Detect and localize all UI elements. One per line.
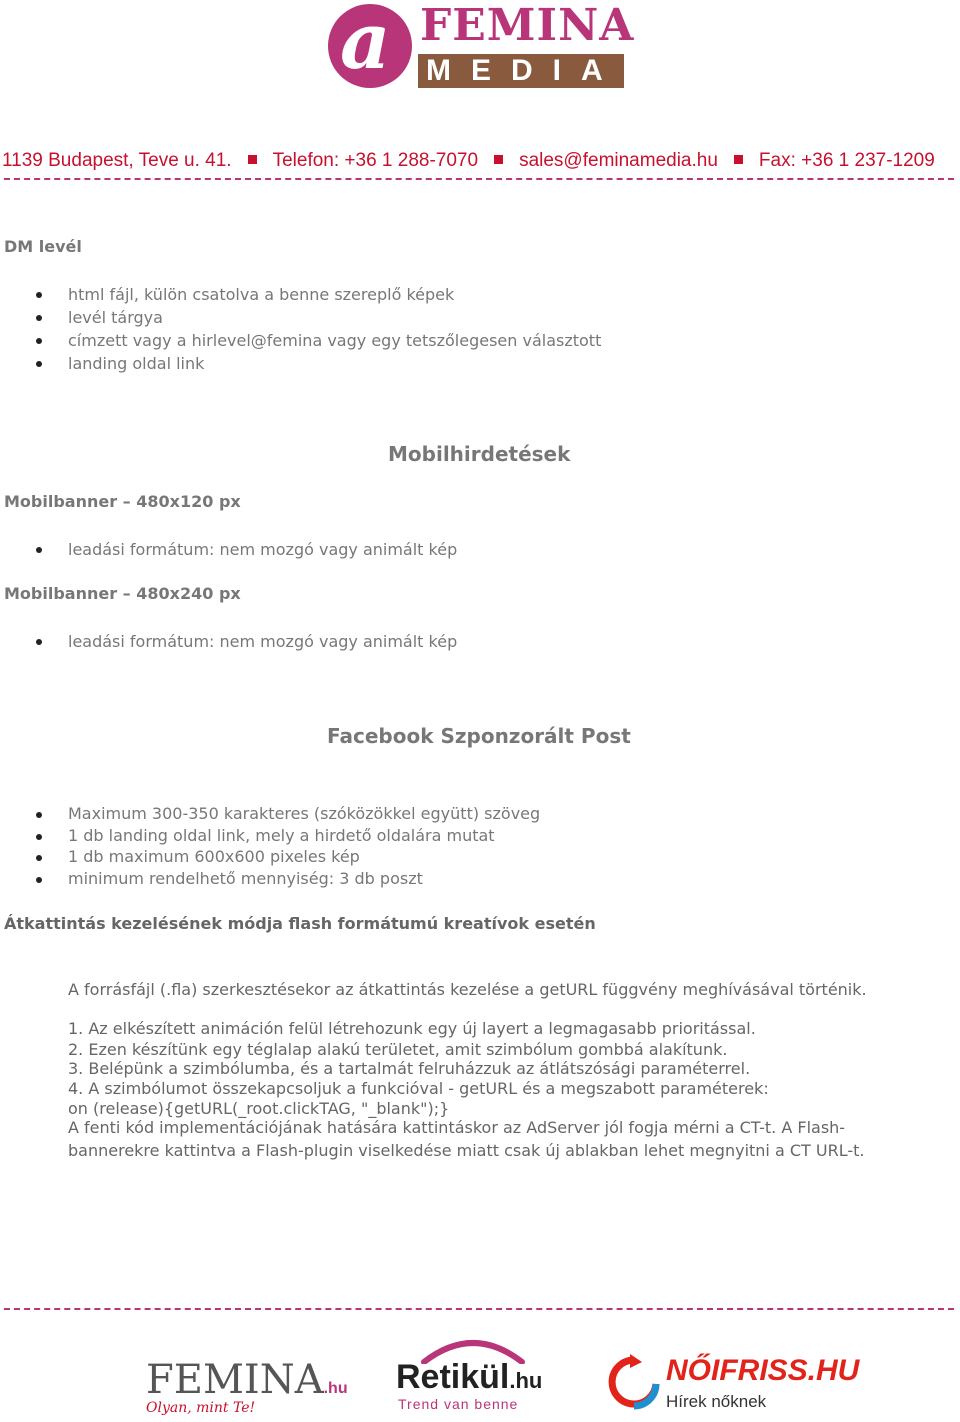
contact-bar [2, 150, 935, 172]
facebook-title: Facebook Szponzorált Post [327, 724, 631, 748]
contact-phone: Telefon: +36 1 288-7070 [272, 150, 479, 171]
flash-step-3: 3. Belépünk a szimbólumba, és a tartalmát felruházzuk az átlátszósági paraméterrel. [68, 1059, 751, 1078]
list-item: landing oldal link [0, 352, 601, 375]
list-item: leadási formátum: nem mozgó vagy animált kép [0, 630, 457, 653]
retikul-logo-word: Retikül [396, 1358, 510, 1396]
mobilbanner-240-list [0, 630, 457, 653]
noifriss-hu-logo [608, 1352, 860, 1416]
femina-logo-suffix: .hu [323, 1380, 348, 1397]
mobilbanner-120-list [0, 538, 457, 561]
noifriss-logo-tagline: Hírek nőknek [666, 1392, 767, 1411]
femina-media-logo [328, 0, 635, 88]
mobilbanner-240-title: Mobilbanner – 480x240 px [4, 584, 241, 603]
separator-square-icon [248, 155, 257, 164]
list-item: Maximum 300-350 karakteres (szóközökkel együtt) szöveg [0, 803, 540, 825]
logo-word: FEMINA [420, 0, 635, 51]
separator-square-icon [494, 155, 503, 164]
contact-email[interactable]: sales@feminamedia.hu [519, 150, 718, 171]
flash-title: Átkattintás kezelésének módja flash formátumú kreatívok esetén [4, 914, 596, 933]
noifriss-logo-word: NŐIFRISS.HU [666, 1354, 860, 1387]
flash-code: on (release){getURL(_root.clickTAG, "_blank");} [68, 1099, 450, 1118]
flash-note-line-2: bannerekre kattintva a Flash-plugin viselkedése miatt csak új ablakban lehet megnyitni a CT URL-t. [68, 1141, 865, 1160]
list-item: minimum rendelhető mennyiség: 3 db poszt [0, 868, 540, 890]
mobile-title: Mobilhirdetések [388, 442, 571, 466]
logo-media: MEDIA [418, 54, 624, 88]
dm-list [0, 283, 601, 375]
retikul-hu-logo [396, 1338, 566, 1418]
flash-note-line-1: A fenti kód implementációjának hatására kattintáskor az AdServer jól fogja mérni a CT-t. A Flash- [68, 1118, 846, 1137]
list-item: leadási formátum: nem mozgó vagy animált kép [0, 538, 457, 561]
list-item: html fájl, külön csatolva a benne szereplő képek [0, 283, 601, 306]
footer-divider [4, 1308, 954, 1310]
dm-title: DM levél [4, 237, 82, 256]
header-divider [4, 178, 954, 180]
flash-step-1: 1. Az elkészített animáción felül létrehozunk egy új layert a legmagasabb prioritással. [68, 1019, 756, 1038]
contact-address: 1139 Budapest, Teve u. 41. [2, 150, 232, 171]
refresh-arrows-icon [608, 1354, 660, 1412]
femina-hu-logo [146, 1357, 348, 1418]
facebook-list [0, 803, 540, 889]
femina-logo-tagline: Olyan, mint Te! [146, 1400, 256, 1416]
logo-mark-letter: a [340, 4, 391, 87]
contact-fax: Fax: +36 1 237-1209 [758, 150, 935, 171]
list-item: címzett vagy a hirlevel@femina vagy egy tetszőlegesen választott [0, 329, 601, 352]
list-item: 1 db landing oldal link, mely a hirdető oldalára mutat [0, 825, 540, 847]
mobilbanner-120-title: Mobilbanner – 480x120 px [4, 492, 241, 511]
flash-intro: A forrásfájl (.fla) szerkesztésekor az átkattintás kezelése a getURL függvény meghívásával történik. [68, 980, 867, 999]
femina-logo-word: FEMINA [146, 1357, 324, 1403]
retikul-logo-suffix: .hu [509, 1368, 543, 1393]
flash-step-4: 4. A szimbólumot összekapcsoljuk a funkcióval - getURL és a megszabott paraméterek: [68, 1079, 769, 1098]
logo-mark-icon [328, 4, 412, 88]
flash-step-2: 2. Ezen készítünk egy téglalap alakú területet, amit szimbólum gombbá alakítunk. [68, 1040, 728, 1059]
list-item: 1 db maximum 600x600 pixeles kép [0, 846, 540, 868]
separator-square-icon [734, 155, 743, 164]
retikul-logo-tagline: Trend van benne [398, 1396, 519, 1412]
list-item: levél tárgya [0, 306, 601, 329]
